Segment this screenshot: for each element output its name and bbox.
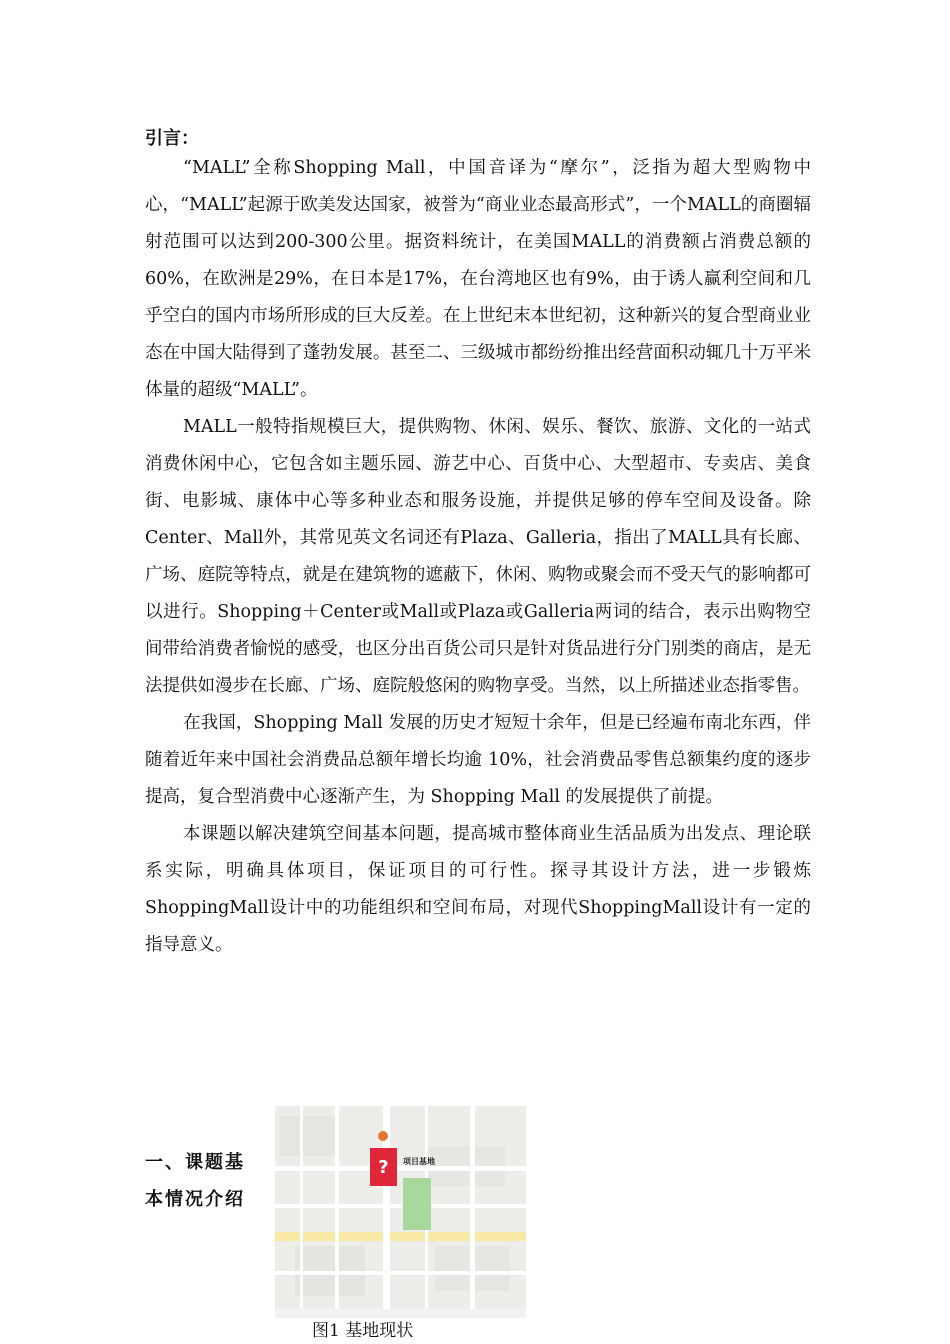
- intro-paragraph: “MALL”全称Shopping Mall，中国音译为“摩尔”，泛指为超大型购物中心，“MALL”起源于欧美发达国家，被誉为“商业业态最高形式”，一个MALL的商圈辐射范围可以达到200-300公里。据资料统计，在美国MALL的消费额占消费总额的60%，在欧洲是29%，在日本是17%，在台湾地区也有9%，由于诱人赢利空间和几乎空白的国内市场所形成的巨大反差。在上世纪末本世纪初，这种新兴的复合型商业业态在中国大陆得到了蓬勃发展。甚至二、三级城市都纷纷推出经营面积动辄几十万平米体量的超级“MALL”。: [145, 158, 811, 400]
- map-marker-label: ?: [378, 1157, 389, 1178]
- intro-paragraph: MALL一般特指规模巨大，提供购物、休闲、娱乐、餐饮、旅游、文化的一站式消费休闲中心，它包含如主题乐园、游艺中心、百货中心、大型超市、专卖店、美食街、电影城、康体中心等多种业态和服务设施，并提供足够的停车空间及设备。除Center、Mall外，其常见英文名词还有Plaza、Galleria，指出了MALL具有长廊、广场、庭院等特点，就是在建筑物的遮蔽下，休闲、购物或聚会而不受天气的影响都可以进行。Shopping＋Center或Mall或Plaza或Galleria两词的结合，表示出购物空间带给消费者愉悦的感受，也区分出百货公司只是针对货品进行分门别类的商店，是无法提供如漫步在长廊、广场、庭院般悠闲的购物享受。当然，以上所描述业态指零售。: [145, 417, 811, 696]
- map-site-label: 项目基地: [403, 1157, 435, 1166]
- site-map-graphic: [275, 1106, 526, 1318]
- site-map-image: [275, 1106, 526, 1318]
- figure-caption: 图1 基地现状: [312, 1321, 414, 1341]
- section-title: 一、课题基本情况介绍: [145, 1152, 245, 1210]
- intro-paragraph: 在我国，Shopping Mall 发展的历史才短短十余年，但是已经遍布南北东西，伴随着近年来中国社会消费品总额年增长均逾 10%，社会消费品零售总额集约度的逐步提高，复合型消费中心逐渐产生，为 Shopping Mall 的发展提供了前提。: [145, 713, 811, 807]
- intro-heading: 引言：: [145, 128, 199, 149]
- intro-paragraph: 本课题以解决建筑空间基本问题，提高城市整体商业生活品质为出发点、理论联系实际，明确具体项目，保证项目的可行性。探寻其设计方法，进一步锻炼ShoppingMall设计中的功能组织和空间布局，对现代ShoppingMall设计有一定的指导意义。: [145, 824, 811, 955]
- intro-body: [145, 150, 811, 964]
